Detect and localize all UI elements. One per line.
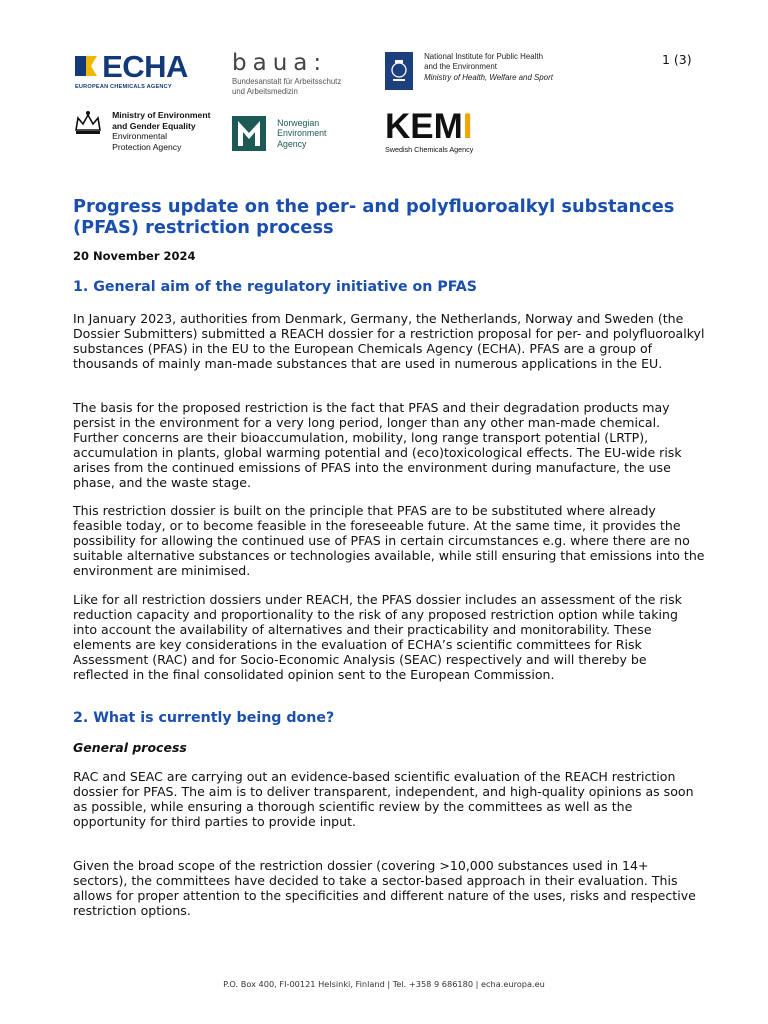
danish-ministry-logo — [73, 110, 210, 152]
kemi-tagline: Swedish Chemicals Agency — [385, 145, 474, 154]
document-title: Progress update on the per- and polyfluoroalkyl substances (PFAS) restriction process — [73, 196, 675, 238]
baua-logo — [232, 52, 341, 97]
section-1-heading: 1. General aim of the regulatory initiative on PFAS — [73, 279, 477, 295]
kemi-logo — [385, 107, 474, 154]
page-number: 1 (3) — [662, 52, 692, 67]
rivm-logo — [385, 52, 553, 90]
baua-line-1: Bundesanstalt für Arbeitsschutz — [232, 77, 342, 86]
nea-line-3: Agency — [277, 138, 307, 149]
section-2-paragraph: RAC and SEAC are carrying out an evidence-based scientific evaluation of the REACH restriction dossier for PFAS. The aim is to deliver transparent, independent, and high-quality opinions as soon as possible, while ensuring a thorough scientific review by the committees as well as the opportunity for third parties to provide input. — [73, 769, 694, 830]
document-date: 20 November 2024 — [73, 249, 196, 263]
section-1-paragraph: In January 2023, authorities from Denmark, Germany, the Netherlands, Norway and Sweden (the Dossier Submitters) submitted a REACH dossier for a restriction proposal for per- and polyfluoroalkyl substances (PFAS) in the EU to the European Chemicals Agency (ECHA). PFAS are a group of thousands of mainly man-made substances that are used in numerous applications in the EU. — [73, 311, 705, 372]
echa-emblem-icon — [75, 52, 97, 80]
crown-icon — [73, 110, 103, 136]
mim-line-2: and Gender Equality — [112, 120, 196, 131]
mim-line-3: Environmental — [112, 131, 168, 141]
section-1-paragraph: The basis for the proposed restriction is the fact that PFAS and their degradation products may persist in the environment for a very long period, longer than any other man-made chemical. Further concerns are their bioaccumulation, mobility, long range transport potential (LRTP), accumulation in plants, global warming potential and (eco)toxicological effects. The EU-wide risk arises from the continued emissions of PFAS into the environment during manufacture, the use phase, and the waste stage. — [73, 400, 682, 491]
footer-address: P.O. Box 400, FI-00121 Helsinki, Finland | Tel. +358 9 686180 | echa.europa.eu — [223, 979, 545, 989]
nea-line-2: Environment — [277, 128, 327, 139]
echa-tagline: EUROPEAN CHEMICALS AGENCY — [75, 84, 172, 90]
section-1-paragraph: Like for all restriction dossiers under REACH, the PFAS dossier includes an assessment of the risk reduction capacity and proportionality to the risk of any proposed restriction option while taking into account the availability of alternatives and their practicability and monitorability. These elements are key considerations in the evaluation of ECHA’s scientific committees for Risk Assessment (RAC) and for Socio-Economic Analysis (SEAC) respectively and will thereby be reflected in the final consolidated opinion sent to the European Commission. — [73, 592, 682, 683]
mim-line-4: Protection Agency — [112, 141, 182, 152]
section-2-paragraph: Given the broad scope of the restriction dossier (covering >10,000 substances used in 14+ sectors), the committees have decided to take a sector-based approach in their evaluation. This allows for proper attention to the specificities and different nature of the uses, risks and respective restriction options. — [73, 858, 696, 919]
rivm-line-3: Ministry of Health, Welfare and Sport — [424, 72, 553, 82]
nea-emblem-icon — [232, 116, 266, 151]
rivm-line-2: and the Environment — [424, 62, 497, 72]
kemi-wordmark: KEMI — [385, 107, 473, 146]
baua-line-2: und Arbeitsmedizin — [232, 87, 298, 96]
rivm-line-1: National Institute for Public Health — [424, 52, 543, 61]
section-2-heading: 2. What is currently being done? — [73, 710, 335, 726]
nea-line-1: Norwegian — [277, 118, 320, 128]
dutch-crest-icon — [385, 52, 413, 90]
echa-wordmark: ECHA — [102, 49, 188, 84]
norwegian-agency-logo — [232, 116, 326, 151]
mim-line-1: Ministry of Environment — [112, 110, 211, 120]
echa-logo — [75, 49, 188, 90]
section-1-paragraph: This restriction dossier is built on the principle that PFAS are to be substituted where already feasible today, or to become feasible in the foreseeable future. At the same time, it provides the possibility for allowing the continued use of PFAS in certain circumstances e.g. where there are no suitable alternative substances or technologies available, while still ensuring that emissions into the environment are minimised. — [73, 503, 705, 579]
section-2-subheading: General process — [73, 740, 187, 755]
baua-wordmark: baua: — [232, 50, 328, 76]
